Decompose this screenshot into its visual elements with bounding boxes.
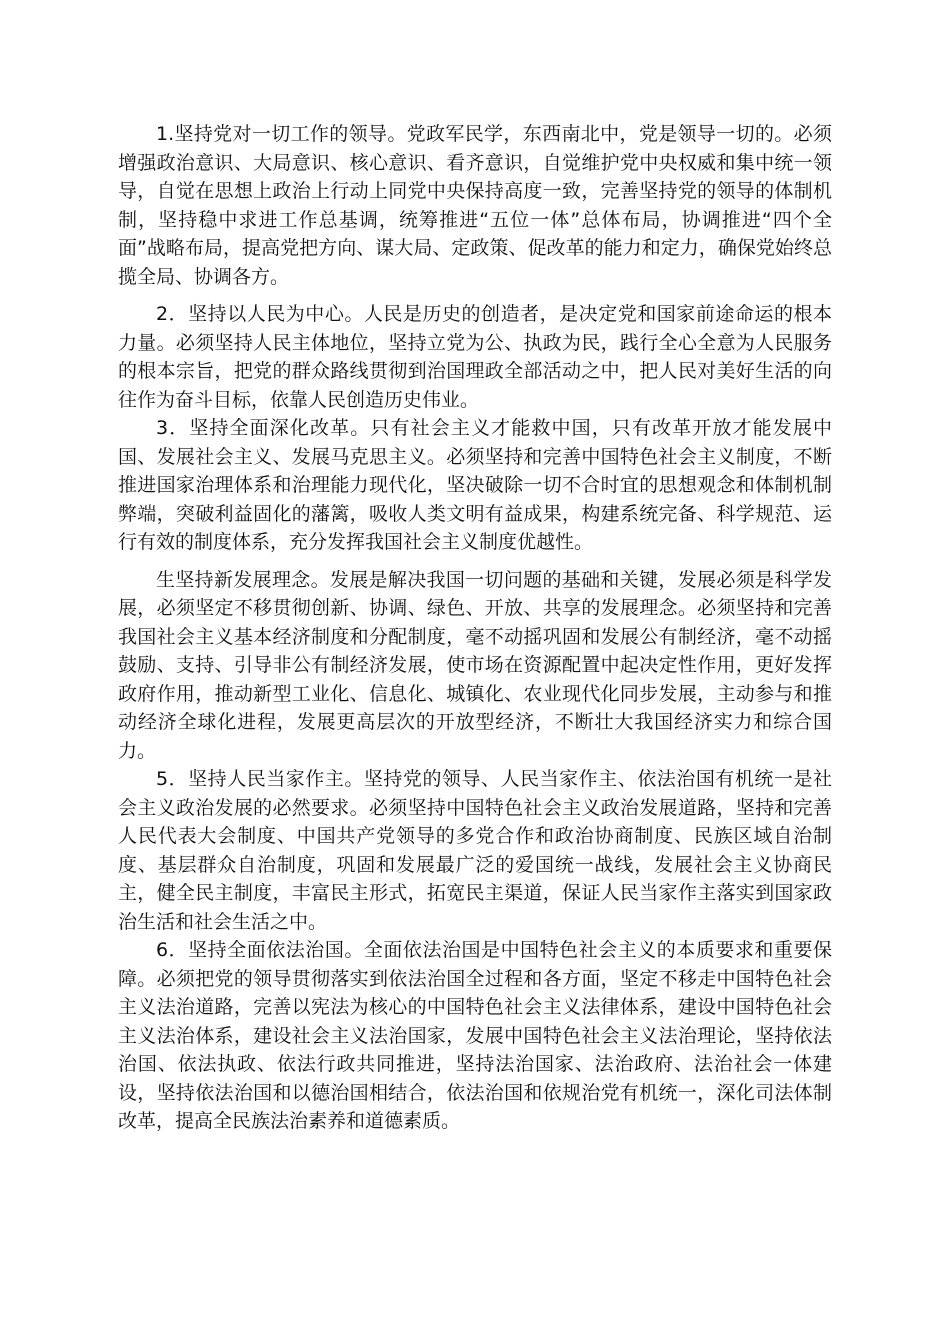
paragraph-6: 6．坚持全面依法治国。全面依法治国是中国特色社会主义的本质要求和重要保障。必须把党的领导贯彻落实到依法治国全过程和各方面，坚定不移走中国特色社会主义法治道路，完善以宪法为核心的中国特色社会主义法律体系，建设中国特色社会主义法治体系，建设社会主义法治国家，发展中国特色社会主义法治理论，坚持依法治国、依法执政、依法行政共同推进，坚持法治国家、法治政府、法治社会一体建设，坚持依法治国和以德治国相结合，依法治国和依规治党有机统一，深化司法体制改革，提高全民族法治素养和道德素质。	[118, 939, 832, 1132]
paragraph-1: 1.坚持党对一切工作的领导。党政军民学，东西南北中，党是领导一切的。必须增强政治意识、大局意识、核心意识、看齐意识，自觉维护党中央权威和集中统一领导，自觉在思想上政治上行动上同党中央保持高度一致，完善坚持党的领导的体制机制，坚持稳中求进工作总基调，统筹推进“五位一体”总体布局，协调推进“四个全面”战略布局，提高党把方向、谋大局、定政策、促改革的能力和定力，确保党始终总揽全局、协调各方。	[118, 123, 832, 288]
document-body	[118, 120, 832, 1136]
paragraph-3: 3．坚持全面深化改革。只有社会主义才能救中国，只有改革开放才能发展中国、发展社会主义、发展马克思主义。必须坚持和完善中国特色社会主义制度，不断推进国家治理体系和治理能力现代化，坚决破除一切不合时宜的思想观念和体制机制弊端，突破利益固化的藩篱，吸收人类文明有益成果，构建系统完备、科学规范、运行有效的制度体系，充分发挥我国社会主义制度优越性。	[118, 417, 832, 553]
paragraph-5: 5．坚持人民当家作主。坚持党的领导、人民当家作主、依法治国有机统一是社会主义政治发展的必然要求。必须坚持中国特色社会主义政治发展道路，坚持和完善人民代表大会制度、中国共产党领导的多党合作和政治协商制度、民族区域自治制度、基层群众自治制度，巩固和发展最广泛的爱国统一战线，发展社会主义协商民主，健全民主制度，丰富民主形式，拓宽民主渠道，保证人民当家作主落实到国家政治生活和社会生活之中。	[118, 768, 832, 933]
paragraph-2: 2．坚持以人民为中心。人民是历史的创造者，是决定党和国家前途命运的根本力量。必须坚持人民主体地位，坚持立党为公、执政为民，践行全心全意为人民服务的根本宗旨，把党的群众路线贯彻到治国理政全部活动之中，把人民对美好生活的向往作为奋斗目标，依靠人民创造历史伟业。	[118, 303, 832, 411]
paragraph-4: 生坚持新发展理念。发展是解决我国一切问题的基础和关键，发展必须是科学发展，必须坚定不移贯彻创新、协调、绿色、开放、共享的发展理念。必须坚持和完善我国社会主义基本经济制度和分配制度，毫不动摇巩固和发展公有制经济，毫不动摇鼓励、支持、引导非公有制经济发展，使市场在资源配置中起决定性作用，更好发挥政府作用，推动新型工业化、信息化、城镇化、农业现代化同步发展，主动参与和推动经济全球化进程，发展更高层次的开放型经济，不断壮大我国经济实力和综合国力。	[118, 568, 832, 762]
